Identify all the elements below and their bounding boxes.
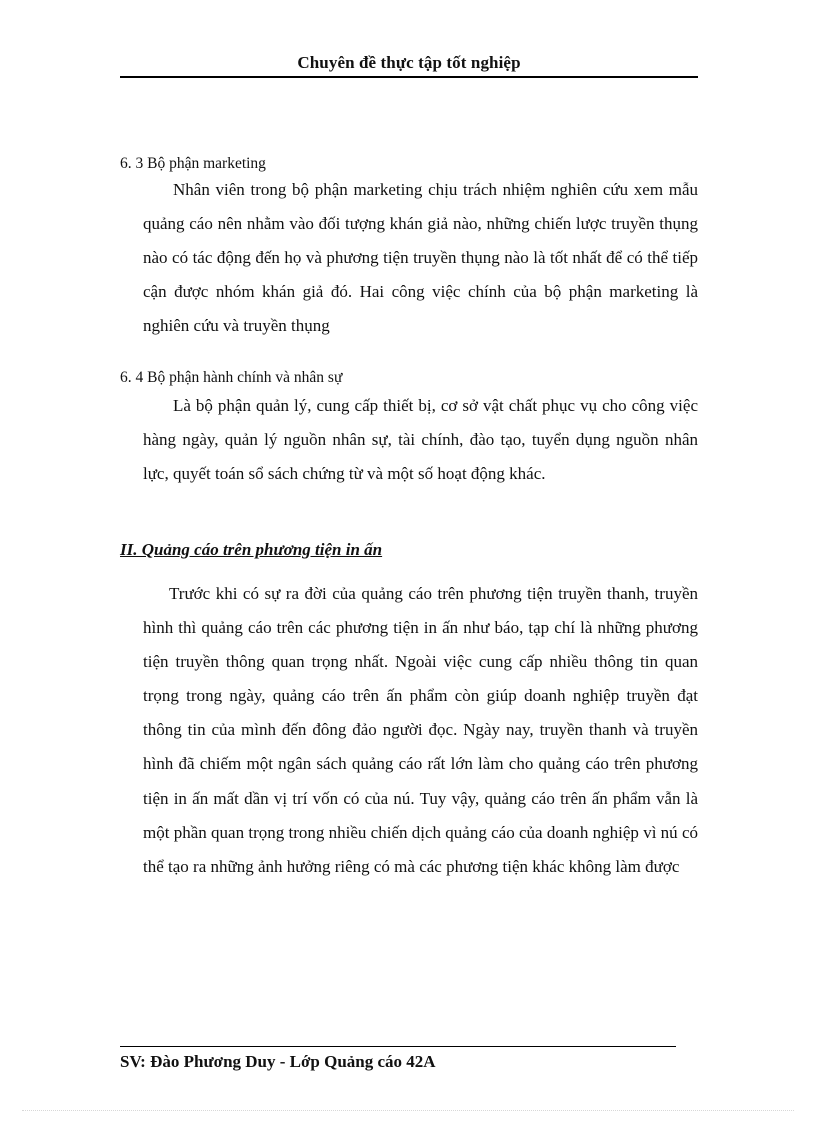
page-footer-student: SV: Đào Phương Duy - Lớp Quảng cáo 42A (120, 1052, 436, 1071)
page-bottom-edge (22, 1110, 794, 1111)
header-divider (120, 76, 698, 78)
page-header-title: Chuyên đề thực tập tốt nghiệp (297, 53, 521, 72)
subsection-heading-6-4: 6. 4 Bộ phận hành chính và nhân sự (120, 369, 343, 386)
section-heading-ii: II. Quảng cáo trên phương tiện in ấn (120, 540, 383, 559)
footer-divider (120, 1046, 676, 1047)
paragraph-print-advertising: Trước khi có sự ra đời của quảng cáo trên phương tiện truyền thanh, truyền hình thì quảng cáo trên các phương tiện in ấn như báo, tạp chí là những phương tiện truyền thông quan trọng nhất. Ngoài việc cung cấp nhiều thông tin quan trọng trong ngày, quảng cáo trên ấn phẩm còn giúp doanh nghiệp truyền đạt thông tin của mình đến đông đảo người đọc. Ngày nay, truyền thanh và truyền hình đã chiếm một ngân sách quảng cáo rất lớn làm cho quảng cáo trên phương tiện in ấn mất dần vị trí vốn có của nú. Tuy vậy, quảng cáo trên ấn phẩm vẫn là một phần quan trọng trong nhiều chiến dịch quảng cáo của doanh nghiệp vì nú có thể tạo ra những ảnh hưởng riêng có mà các phương tiện khác không làm được (143, 584, 698, 876)
paragraph-admin-hr: Là bộ phận quản lý, cung cấp thiết bị, cơ sở vật chất phục vụ cho công việc hàng ngày, quản lý nguồn nhân sự, tài chính, đào tạo, tuyển dụng nguồn nhân lực, quyết toán sổ sách chứng từ và một số hoạt động khác. (143, 396, 698, 483)
subsection-heading-6-3: 6. 3 Bộ phận marketing (120, 155, 266, 172)
paragraph-marketing: Nhân viên trong bộ phận marketing chịu trách nhiệm nghiên cứu xem mẫu quảng cáo nên nhằm vào đối tượng khán giả nào, những chiến lược truyền thụng nào có tác động đến họ và phương tiện truyền thụng nào là tốt nhất để có thể tiếp cận được nhóm khán giả đó. Hai công việc chính của bộ phận marketing là nghiên cứu và truyền thụng (143, 180, 698, 335)
